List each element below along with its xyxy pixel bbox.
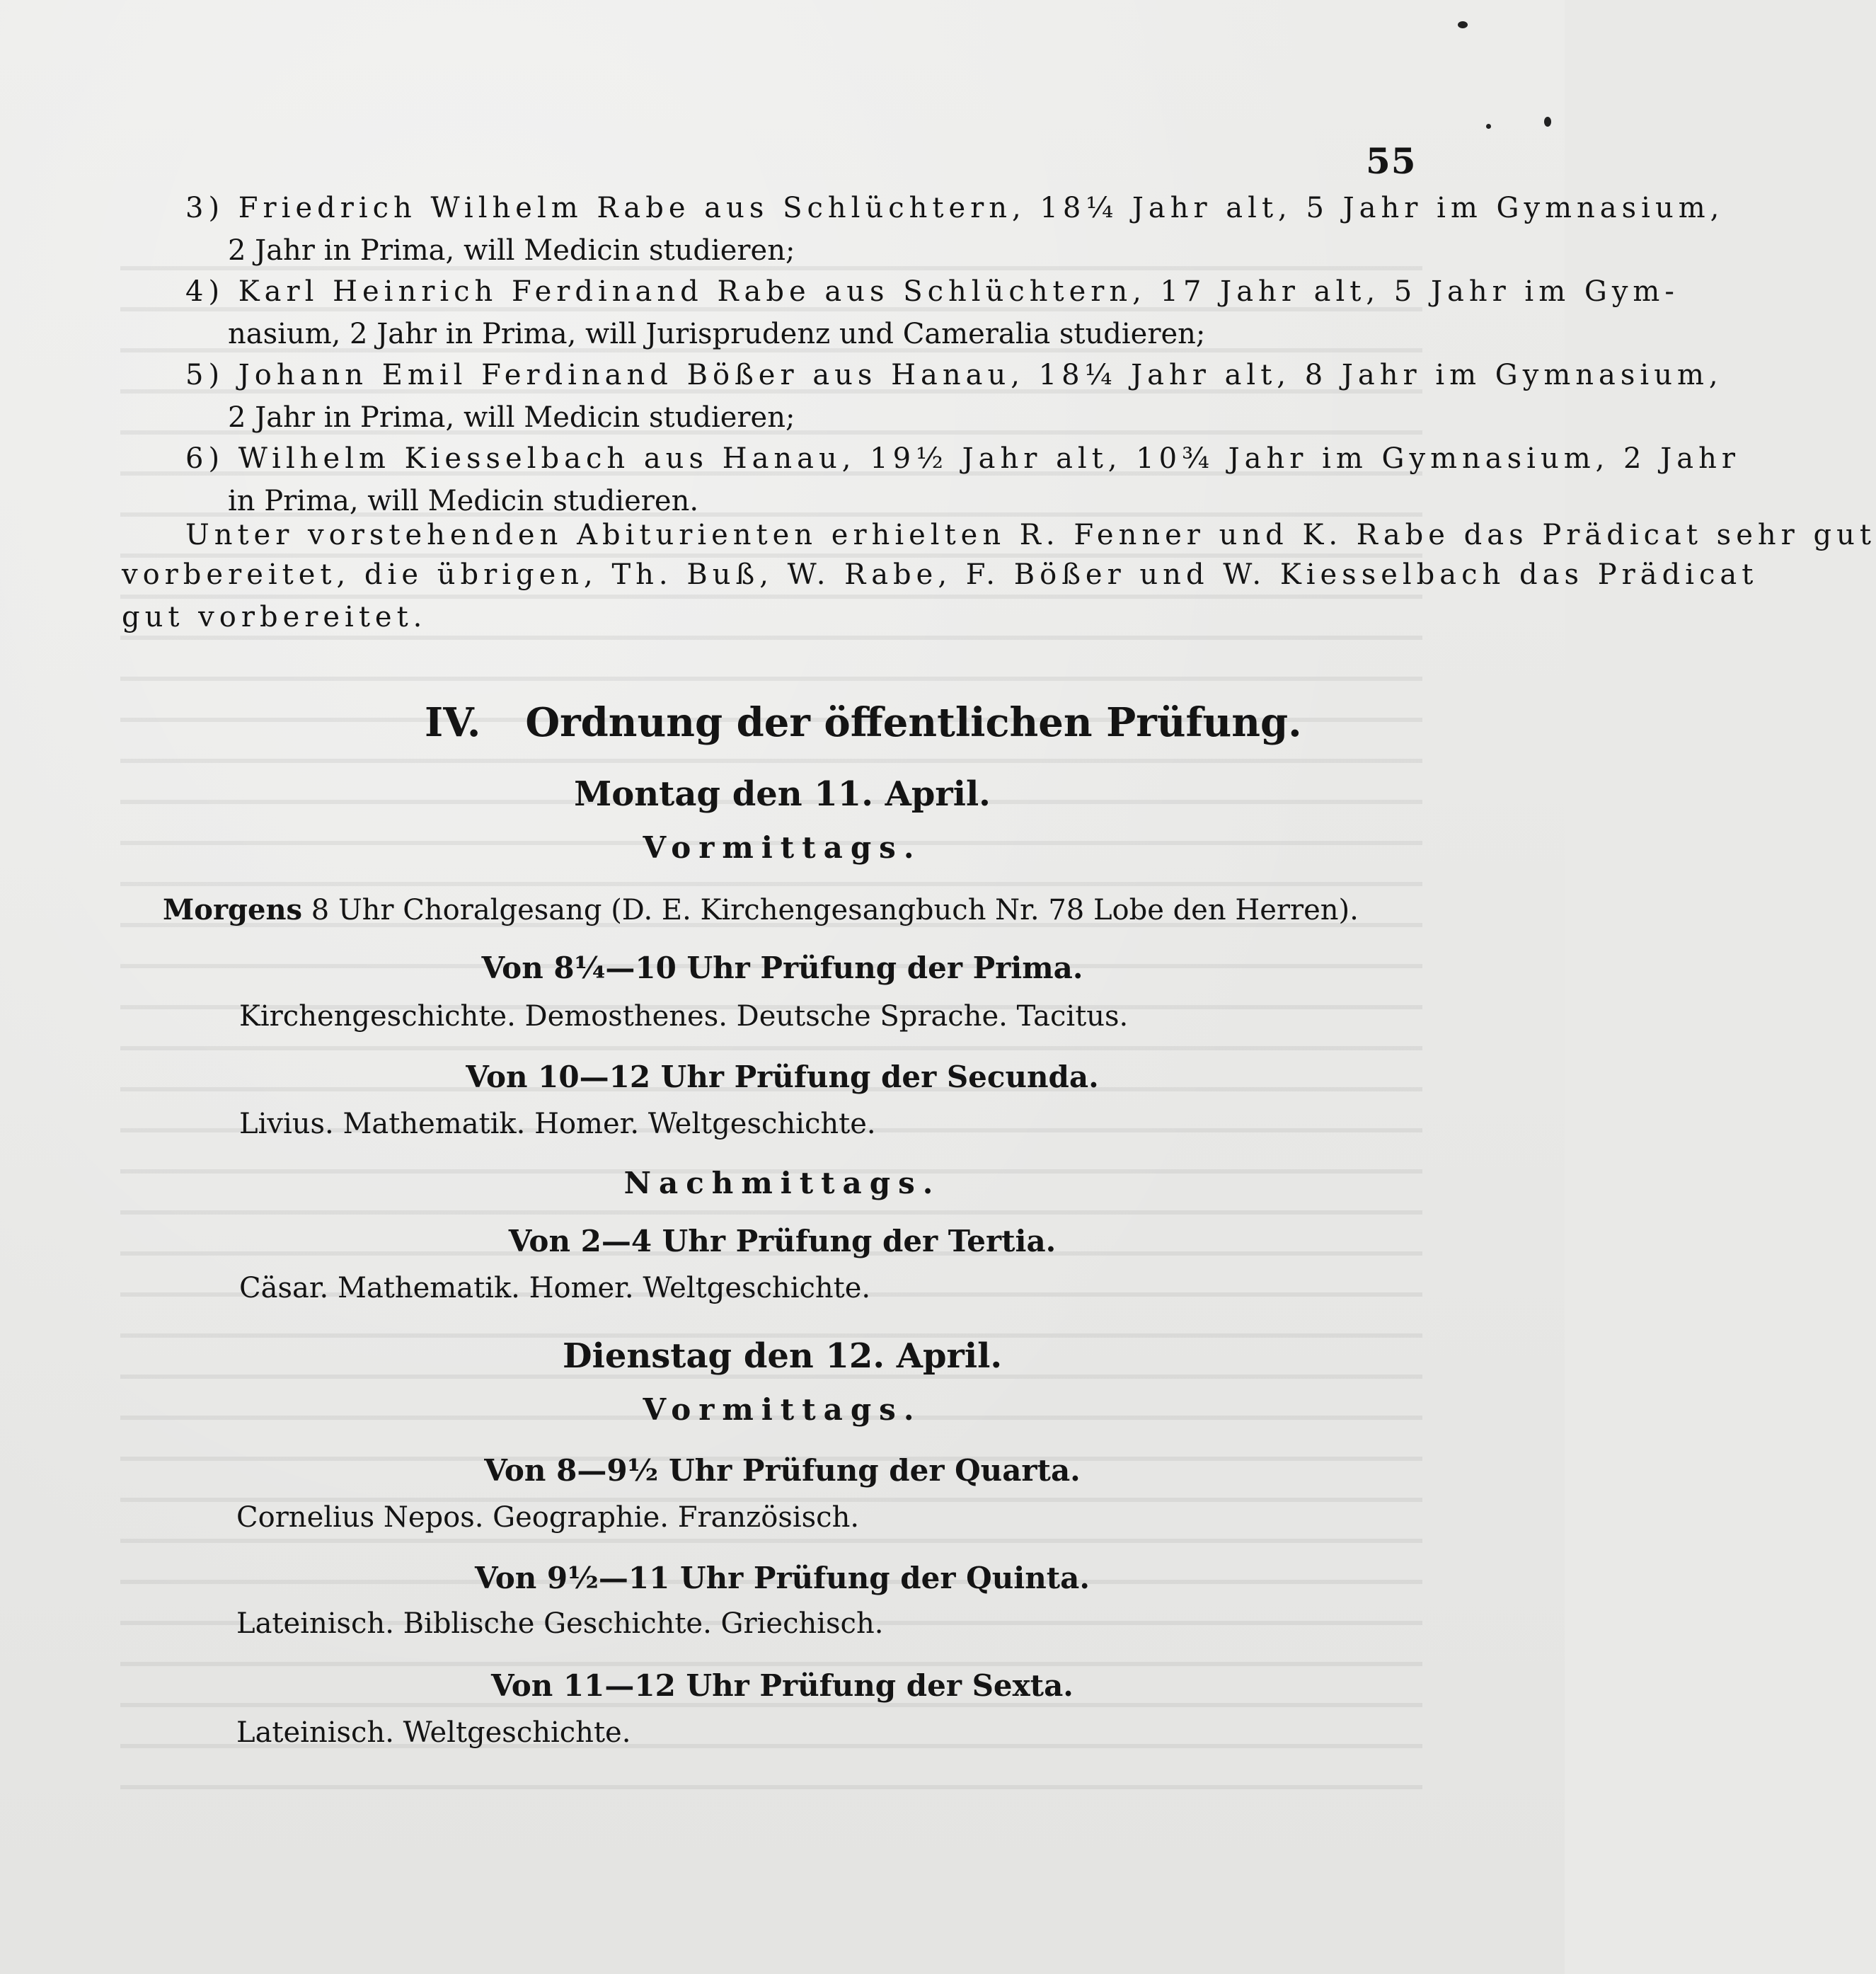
prima-subjects: Kirchengeschichte. Demosthenes. Deutsche Sprache. Tacitus.	[239, 1000, 1129, 1033]
ink-speck	[1486, 124, 1491, 129]
ink-speck	[1544, 117, 1551, 127]
remark-line-2: vorbereitet, die übrigen, Th. Buß, W. Rabe, F. Bößer und W. Kiesselbach das Prädicat	[122, 558, 1759, 591]
monday-morning-heading: Vormittags.	[643, 830, 922, 865]
quarta-exam-time: Von 8—9½ Uhr Prüfung der Quarta.	[484, 1453, 1081, 1488]
opening-prefix: Morgens	[163, 893, 303, 926]
sexta-exam-time: Von 11—12 Uhr Prüfung der Sexta.	[491, 1668, 1074, 1703]
monday-heading: Montag den 11. April.	[574, 774, 991, 814]
quinta-exam-time: Von 9½—11 Uhr Prüfung der Quinta.	[475, 1561, 1090, 1595]
opening-chorale	[163, 892, 1359, 929]
quarta-subjects: Cornelius Nepos. Geographie. Französisch.	[236, 1501, 860, 1534]
remark-line-1: Unter vorstehenden Abiturienten erhielten R. Fenner und K. Rabe das Prädicat sehr gut	[185, 519, 1876, 551]
ink-speck	[1458, 21, 1468, 28]
sexta-subjects: Lateinisch. Weltgeschichte.	[236, 1716, 631, 1749]
graduate-4-line-1: 4) Karl Heinrich Ferdinand Rabe aus Schlüchtern, 17 Jahr alt, 5 Jahr im Gym-	[185, 275, 1679, 308]
section-title: Ordnung der öffentlichen Prüfung.	[525, 699, 1302, 746]
graduate-3-line-1: 3) Friedrich Wilhelm Rabe aus Schlüchtern, 18¼ Jahr alt, 5 Jahr im Gymnasium,	[185, 192, 1725, 224]
section-heading	[425, 698, 1302, 747]
graduate-6-line-2: in Prima, will Medicin studieren.	[228, 485, 699, 517]
tuesday-heading: Dienstag den 12. April.	[562, 1336, 1003, 1376]
tertia-subjects: Cäsar. Mathematik. Homer. Weltgeschichte.	[239, 1272, 871, 1304]
opening-text: 8 Uhr Choralgesang (D. E. Kirchengesangbuch Nr. 78 Lobe den Herren).	[311, 894, 1359, 926]
monday-afternoon-heading: Nachmittags.	[623, 1166, 941, 1200]
section-roman-numeral: IV.	[425, 699, 481, 746]
graduate-3-line-2: 2 Jahr in Prima, will Medicin studieren;	[228, 234, 795, 267]
tertia-exam-time: Von 2—4 Uhr Prüfung der Tertia.	[508, 1224, 1057, 1258]
secunda-subjects: Livius. Mathematik. Homer. Weltgeschichte.	[239, 1108, 876, 1140]
graduate-5-line-2: 2 Jahr in Prima, will Medicin studieren;	[228, 401, 795, 434]
quinta-subjects: Lateinisch. Biblische Geschichte. Griechisch.	[236, 1607, 884, 1640]
secunda-exam-time: Von 10—12 Uhr Prüfung der Secunda.	[466, 1060, 1099, 1094]
prima-exam-time: Von 8¼—10 Uhr Prüfung der Prima.	[481, 951, 1083, 985]
graduate-5-line-1: 5) Johann Emil Ferdinand Bößer aus Hanau, 18¼ Jahr alt, 8 Jahr im Gymnasium,	[185, 359, 1723, 391]
tuesday-morning-heading: Vormittags.	[643, 1392, 922, 1427]
graduate-4-line-2: nasium, 2 Jahr in Prima, will Jurisprudenz und Cameralia studieren;	[228, 318, 1206, 350]
page-number: 55	[1366, 140, 1417, 182]
graduate-6-line-1: 6) Wilhelm Kiesselbach aus Hanau, 19½ Jahr alt, 10¾ Jahr im Gymnasium, 2 Jahr	[185, 442, 1740, 475]
remark-line-3: gut vorbereitet.	[122, 601, 427, 633]
